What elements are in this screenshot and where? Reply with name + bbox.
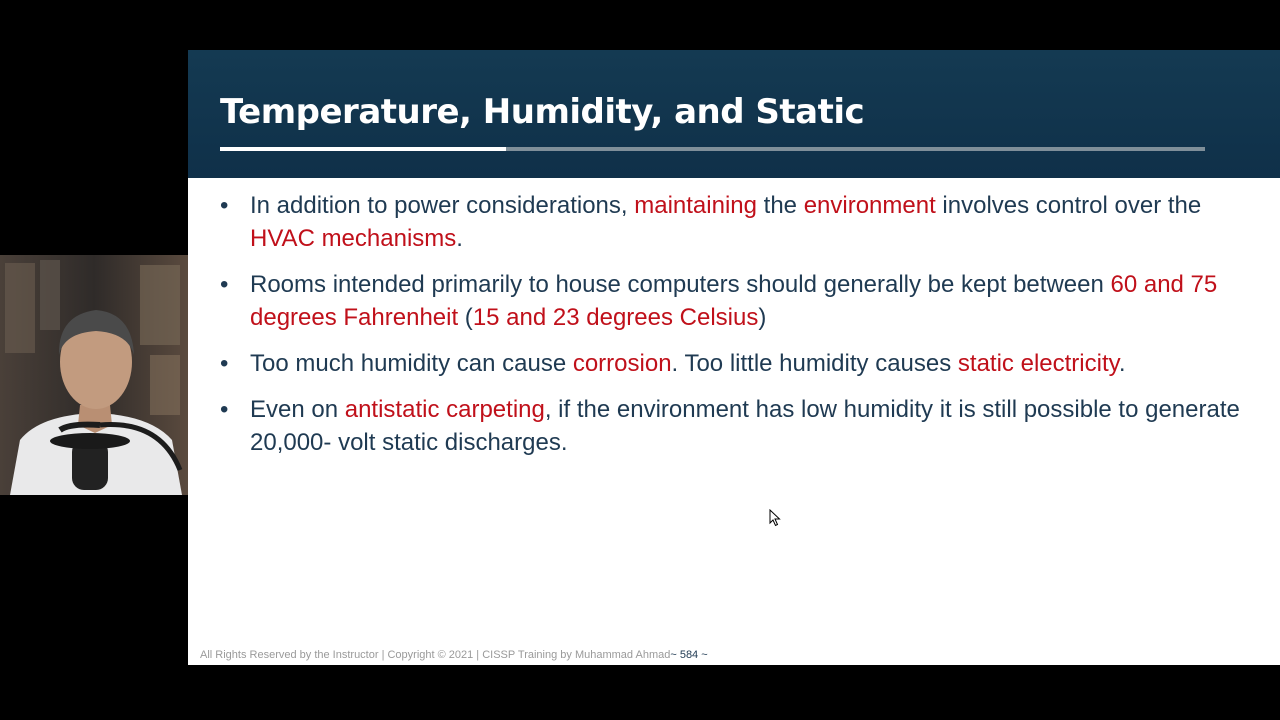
- bullet-text: .: [1118, 350, 1126, 377]
- highlighted-term: antistatic carpeting: [344, 396, 545, 423]
- bullet-item: [220, 189, 1260, 255]
- bullet-list: [220, 189, 1260, 472]
- highlighted-term: maintaining: [634, 192, 757, 219]
- presentation-slide: [188, 50, 1280, 665]
- bullet-text: ): [758, 304, 767, 331]
- bullet-text: (: [458, 304, 473, 331]
- copyright-text: All Rights Reserved by the Instructor | Copyright © 2021 | CISSP Training by Muhammad Ahmad: [200, 649, 671, 661]
- presenter-video-icon: [0, 255, 188, 495]
- bullet-dot-icon: •: [220, 396, 229, 423]
- mouse-pointer-icon: [769, 509, 781, 527]
- bullet-item: [220, 347, 1260, 380]
- bullet-text: In addition to power considerations,: [250, 192, 635, 219]
- highlighted-term: corrosion: [572, 350, 672, 377]
- slide-title: Temperature, Humidity, and Static: [220, 92, 865, 132]
- bullet-dot-icon: •: [220, 192, 229, 219]
- highlighted-term: 60 and 75 degrees Fahrenheit: [250, 271, 1218, 331]
- bullet-item: [220, 393, 1260, 459]
- bullet-dot-icon: •: [220, 271, 229, 298]
- bullet-text: .: [456, 225, 463, 252]
- highlighted-term: static electricity: [957, 350, 1119, 377]
- title-underline: [220, 147, 1205, 151]
- bullet-text: Rooms intended primarily to house computers should generally be kept between: [250, 271, 1111, 298]
- bullet-dot-icon: •: [220, 350, 229, 377]
- highlighted-term: HVAC mechanisms: [250, 225, 457, 252]
- highlighted-term: environment: [803, 192, 936, 219]
- bullet-text: . Too little humidity causes: [671, 350, 958, 377]
- bullet-text: Too much humidity can cause: [250, 350, 573, 377]
- bullet-text: , if the environment has low humidity it is still possible to generate 20,000- volt static discharges.: [250, 396, 1240, 456]
- bullet-text: Even on: [250, 396, 345, 423]
- slide-footer: [200, 649, 708, 661]
- title-underline-progress: [220, 147, 506, 151]
- bullet-item: [220, 268, 1260, 334]
- bullet-text: involves control over the: [935, 192, 1202, 219]
- highlighted-term: 15 and 23 degrees Celsius: [472, 304, 759, 331]
- page-number: ~ 584 ~: [670, 649, 708, 661]
- bullet-text: the: [756, 192, 804, 219]
- slide-header: [188, 50, 1280, 178]
- webcam-overlay: [0, 255, 188, 495]
